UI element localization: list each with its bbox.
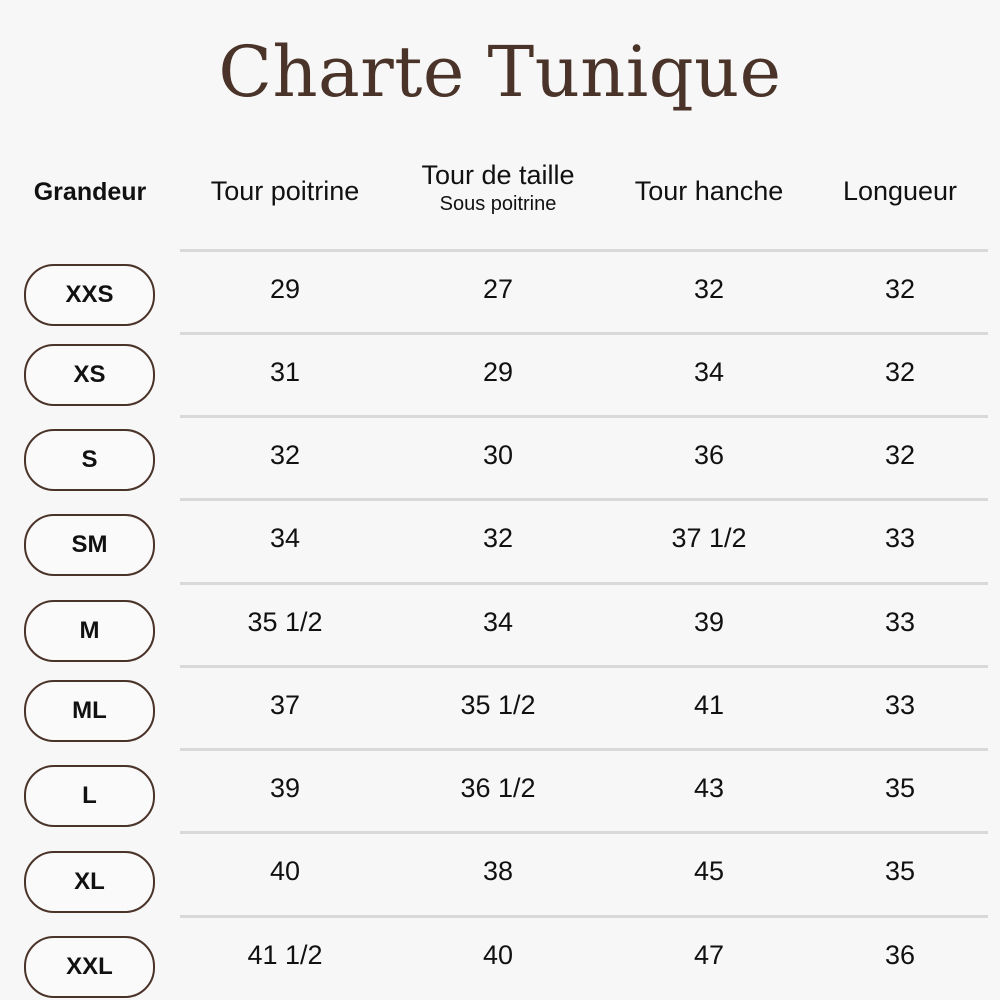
header-tour-de-taille — [398, 160, 598, 216]
row-divider — [180, 665, 988, 668]
table-cell: 32 — [693, 274, 725, 304]
table-cell: 39 — [269, 773, 301, 803]
table-cell: 45 — [693, 856, 725, 886]
table-cell: 32 — [482, 523, 514, 553]
size-badge: XL — [24, 851, 155, 913]
row-divider — [180, 582, 988, 585]
table-cell: 36 — [884, 940, 916, 970]
table-cell: 35 — [884, 773, 916, 803]
size-badge: ML — [24, 680, 155, 742]
table-cell: 37 — [269, 690, 301, 720]
table-cell: 30 — [482, 440, 514, 470]
table-cell: 41 — [693, 690, 725, 720]
table-cell: 36 — [693, 440, 725, 470]
table-cell: 32 — [884, 357, 916, 387]
size-badge: S — [24, 429, 155, 491]
size-badge: XXL — [24, 936, 155, 998]
table-cell: 43 — [693, 773, 725, 803]
row-divider — [180, 415, 988, 418]
header-label: Tour de taille — [421, 160, 575, 190]
row-divider — [180, 249, 988, 252]
size-badge: L — [24, 765, 155, 827]
row-divider — [180, 915, 988, 918]
table-cell: 32 — [884, 440, 916, 470]
table-cell: 34 — [693, 357, 725, 387]
table-cell: 35 1/2 — [247, 607, 323, 637]
table-cell: 31 — [269, 357, 301, 387]
table-cell: 34 — [482, 607, 514, 637]
table-cell: 29 — [269, 274, 301, 304]
header-label: Tour poitrine — [210, 176, 360, 206]
header-sublabel: Sous poitrine — [439, 193, 557, 215]
table-cell: 35 1/2 — [460, 690, 536, 720]
header-label: Tour hanche — [634, 176, 784, 206]
table-cell: 33 — [884, 523, 916, 553]
row-divider — [180, 831, 988, 834]
size-badge: XXS — [24, 264, 155, 326]
header-label: Longueur — [842, 176, 958, 206]
table-cell: 32 — [884, 274, 916, 304]
size-badge: XS — [24, 344, 155, 406]
table-cell: 40 — [269, 856, 301, 886]
table-cell: 47 — [693, 940, 725, 970]
table-cell: 29 — [482, 357, 514, 387]
table-cell: 40 — [482, 940, 514, 970]
size-badge: SM — [24, 514, 155, 576]
header-longueur — [800, 176, 1000, 207]
header-size: Grandeur — [33, 178, 147, 206]
table-cell: 33 — [884, 607, 916, 637]
table-cell: 38 — [482, 856, 514, 886]
table-cell: 32 — [269, 440, 301, 470]
row-divider — [180, 332, 988, 335]
table-cell: 27 — [482, 274, 514, 304]
row-divider — [180, 748, 988, 751]
table-cell: 39 — [693, 607, 725, 637]
header-tour-poitrine — [185, 176, 385, 207]
table-cell: 35 — [884, 856, 916, 886]
table-cell: 34 — [269, 523, 301, 553]
table-cell: 37 1/2 — [671, 523, 747, 553]
header-tour-hanche — [609, 176, 809, 207]
table-cell: 36 1/2 — [460, 773, 536, 803]
row-divider — [180, 498, 988, 501]
table-cell: 41 1/2 — [247, 940, 323, 970]
size-badge: M — [24, 600, 155, 662]
page-title: Charte Tunique — [218, 31, 782, 113]
table-cell: 33 — [884, 690, 916, 720]
